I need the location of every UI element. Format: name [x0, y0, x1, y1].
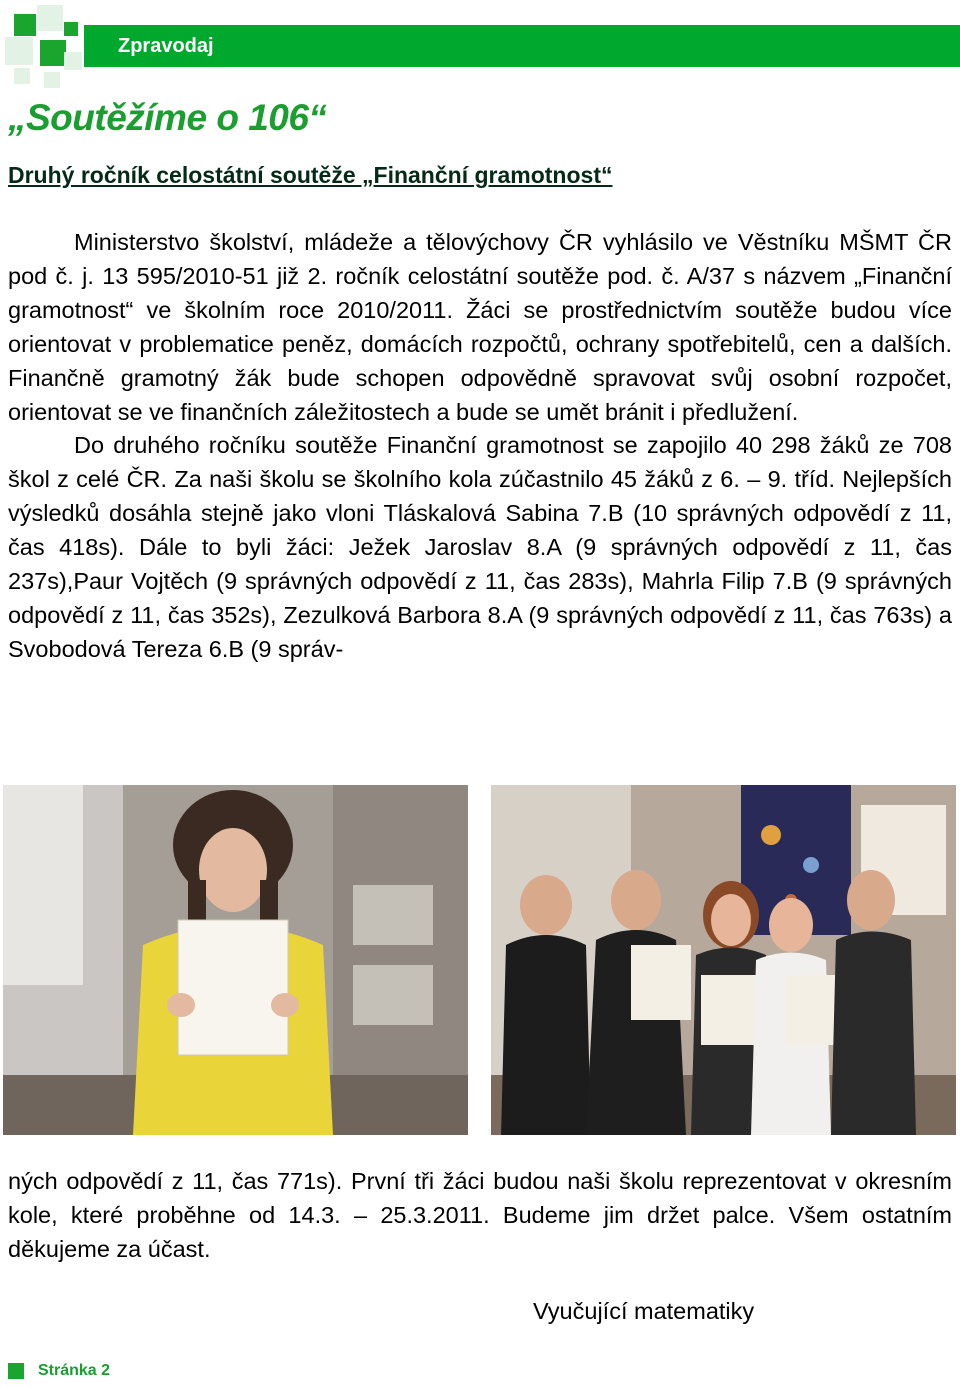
photo-right — [491, 785, 956, 1135]
section-banner — [84, 25, 960, 67]
paragraph-1: Ministerstvo školství, mládeže a tělovýchovy ČR vyhlásilo ve Věstníku MŠMT ČR pod č. j. 13 595/2010-51 již 2. ročník celostátní soutěže pod. č. A/37 s názvem „Finanční gramotnost“ ve školním roce 2010/2011. Žáci se prostřednictvím soutěže budou více orientovat v problematice peněz, domácích rozpočtů, ochrany spotřebitelů, cen a dalších. Finančně gramotný žák bude schopen odpovědně spravovat svůj osobní rozpočet, orientovat se ve finančních záležitostech a bude se umět bránit i předlužení. — [8, 229, 952, 425]
footer-square — [8, 1363, 24, 1379]
article-body-top — [8, 226, 952, 667]
photo-right-image — [491, 785, 956, 1135]
paragraph-3: ných odpovědí z 11, čas 771s). První tři žáci budou naši školu reprezentovat v okresním kole, které proběhne od 14.3. – 25.3.2011. Budeme jim držet palce. Všem ostatním děkujeme za účast. — [8, 1168, 952, 1262]
article-title: „Soutěžíme o 106“ — [8, 97, 327, 138]
article-body-bottom — [8, 1165, 952, 1267]
article-author: Vyučující matematiky — [533, 1298, 755, 1324]
photo-left — [3, 785, 468, 1135]
section-label: Zpravodaj — [118, 35, 214, 57]
paragraph-2: Do druhého ročníku soutěže Finanční gramotnost se zapojilo 40 298 žáků ze 708 škol z celé ČR. Za naši školu se školního kola zúčastnilo 45 žáků z 6. – 9. tříd. Nejlepších výsledků dosáhla stejně jako vloni Tláskalová Sabina 7.B (10 správných odpovědí z 11, čas 418s). Dále to byli žáci: Ježek Jaroslav 8.A (9 správných odpovědí z 11, čas 237s),Paur Vojtěch (9 správných odpovědí z 11, čas 283s), Mahrla Filip 7.B (9 správných odpovědí z 11, čas 352s), Zezulková Barbora 8.A (9 správných odpovědí z 11, čas 763s) a Svobodová Tereza 6.B (9 správ- — [8, 432, 952, 662]
page-number: Stránka 2 — [38, 1362, 111, 1379]
photo-left-image — [3, 785, 468, 1135]
article-subtitle: Druhý ročník celostátní soutěže „Finanční gramotnost“ — [8, 162, 613, 188]
